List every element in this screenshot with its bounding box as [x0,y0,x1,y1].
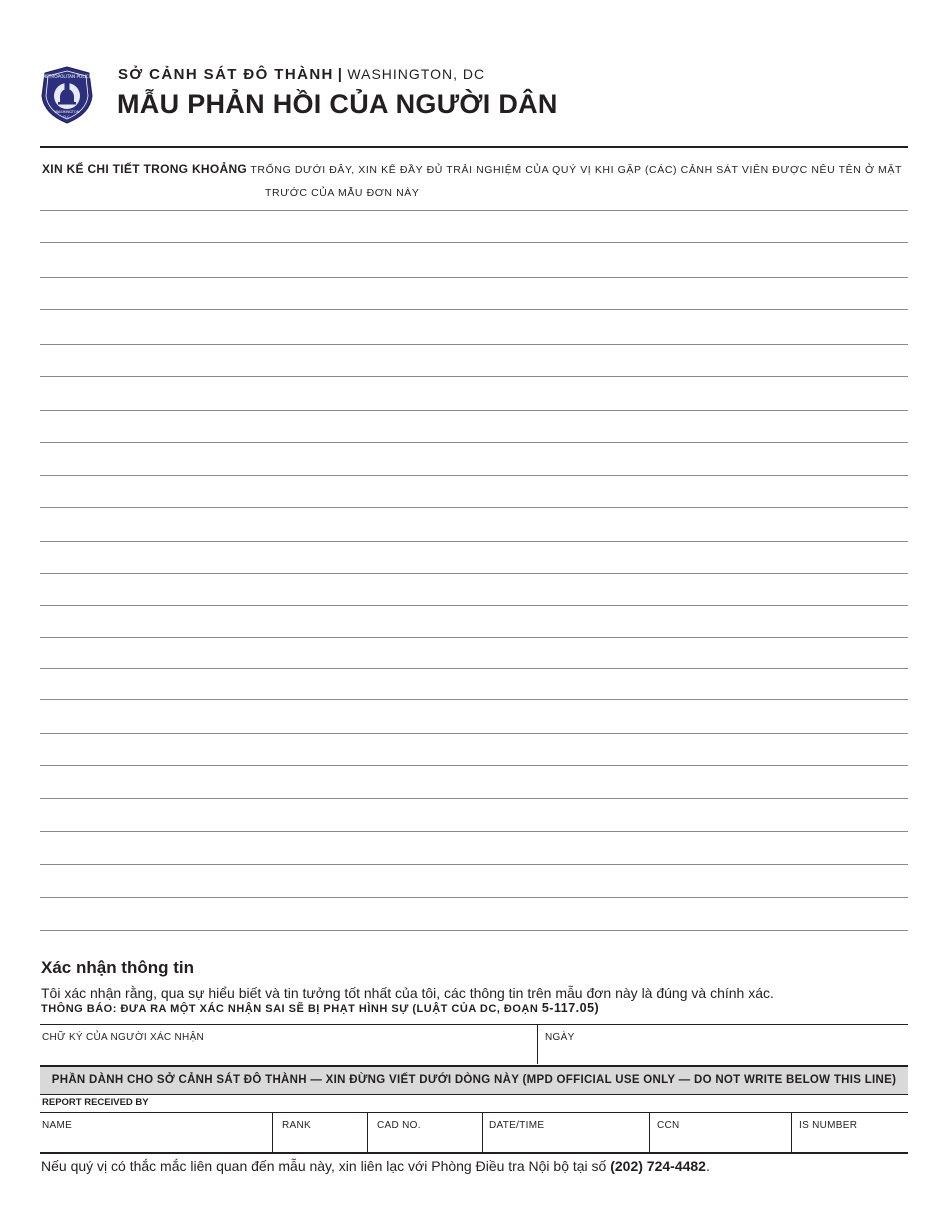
page-title: MẪU PHẢN HỒI CỦA NGƯỜI DÂN [117,89,558,119]
seal-text-dc: D.C. [63,115,71,119]
instructions [42,157,908,199]
writing-line [40,765,908,766]
writing-line [40,864,908,865]
writing-line [40,210,908,211]
official-is-number-field[interactable] [792,1113,908,1151]
notice-reference: 5-117.05) [541,1001,600,1015]
instructions-lead: XIN KỂ CHI TIẾT TRONG KHOẢNG [42,162,248,176]
official-cad-label: CAD NO. [377,1120,421,1131]
seal-text-top: METROPOLITAN POLICE [42,74,92,79]
official-name-label: NAME [42,1120,73,1131]
agency-name [118,66,485,83]
writing-line [40,507,908,508]
instructions-text: TRỐNG DƯỚI ĐÂY, XIN KỂ ĐẦY ĐỦ TRẢI NGHIỆM CỦA QUÝ VỊ KHI GẶP (CÁC) CẢNH SÁT VIÊN ĐƯỢC NÊU TÊN Ở MẶT [250,164,903,176]
writing-line [40,242,908,243]
footer-text: Nếu quý vị có thắc mắc liên quan đến mẫu này, xin liên lạc với Phòng Điều tra Nội bộ tại số [41,1158,607,1174]
agency-label: SỞ CẢNH SÁT ĐÔ THÀNH [118,66,334,83]
form-header [40,62,910,146]
confirmation-title: Xác nhận thông tin [41,958,194,977]
writing-line [40,309,908,310]
writing-line [40,541,908,542]
instructions-line2: TRƯỚC CỦA MẪU ĐƠN NÀY [265,187,420,199]
mpd-seal-icon [40,66,94,124]
seal-text-bottom: WASHINGTON [54,110,80,114]
official-datetime-label: DATE/TIME [489,1120,545,1131]
writing-line [40,475,908,476]
confirmation-text: Tôi xác nhận rằng, qua sự hiểu biết và tin tưởng tốt nhất của tôi, các thông tin trên mẫu đơn này là đúng và chính xác. [41,985,774,1001]
official-datetime-field[interactable] [483,1113,649,1151]
date-field[interactable] [538,1025,908,1064]
official-ccn-label: CCN [657,1120,680,1131]
writing-line [40,410,908,411]
notice-text: THÔNG BÁO: ĐƯA RA MỘT XÁC NHẬN SAI SẼ BỊ PHẠT HÌNH SỰ (LUẬT CỦA DC, ĐOẠN [41,1003,539,1015]
signature-field[interactable] [40,1025,537,1064]
official-name-field[interactable] [40,1113,272,1151]
writing-line [40,831,908,832]
writing-line [40,668,908,669]
official-cad-field[interactable] [368,1113,482,1151]
writing-line [40,344,908,345]
writing-line [40,376,908,377]
footer-contact [41,1158,710,1174]
footer-end: . [705,1158,710,1174]
writing-line [40,573,908,574]
report-received-by-label: REPORT RECEIVED BY [42,1097,149,1108]
agency-city: WASHINGTON, DC [347,66,486,82]
writing-line [40,699,908,700]
writing-line [40,277,908,278]
writing-line [40,442,908,443]
official-is-number-label: IS NUMBER [799,1120,858,1131]
writing-line [40,897,908,898]
writing-line [40,733,908,734]
writing-line [40,930,908,931]
writing-line [40,798,908,799]
confirmation-notice [41,1001,599,1015]
writing-line [40,605,908,606]
official-rank-label: RANK [282,1120,311,1131]
date-label: NGÀY [545,1032,575,1043]
official-ccn-field[interactable] [650,1113,791,1151]
official-use-banner: PHẦN DÀNH CHO SỞ CẢNH SÁT ĐÔ THÀNH — XIN ĐỪNG VIẾT DƯỚI DÒNG NÀY (MPD OFFICIAL USE ONLY — DO NOT WRITE BELOW THIS LINE) [40,1065,908,1095]
header-divider [40,146,908,148]
agency-separator: | [337,66,344,83]
writing-line [40,637,908,638]
signature-label: CHỮ KÝ CỦA NGƯỜI XÁC NHẬN [42,1032,205,1043]
footer-phone: (202) 724-4482 [610,1158,706,1174]
official-rank-field[interactable] [273,1113,367,1151]
